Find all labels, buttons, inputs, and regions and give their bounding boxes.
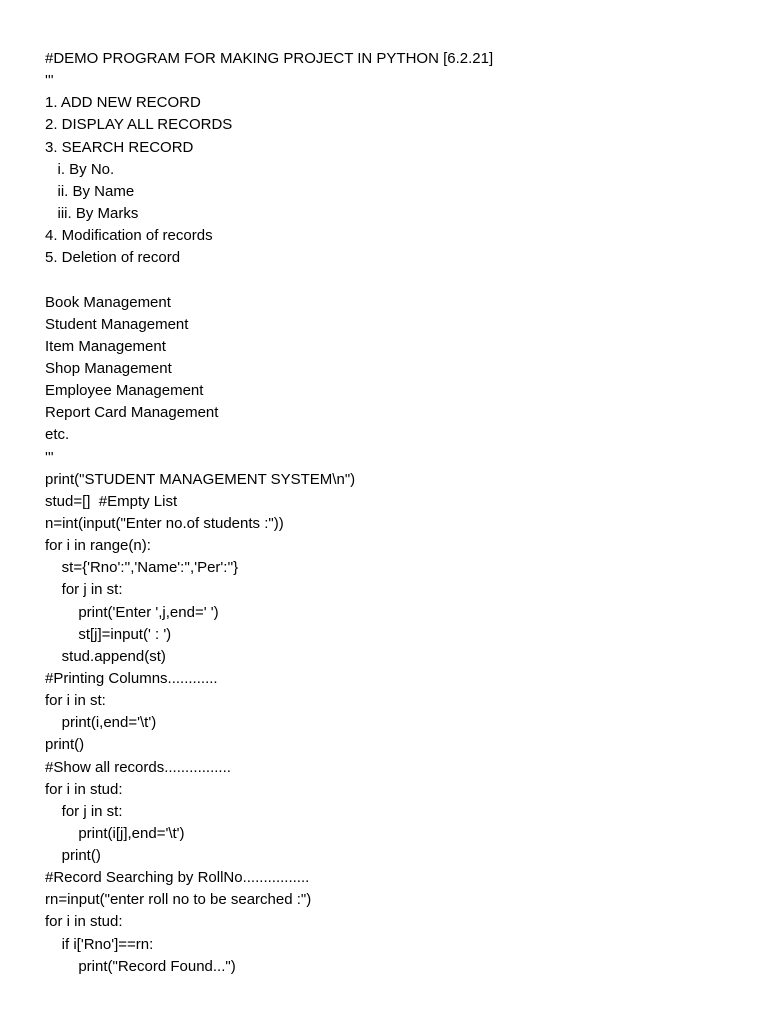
code-line: #Record Searching by RollNo................ xyxy=(45,869,310,887)
code-line: i. By No. xyxy=(45,160,115,178)
code-line: st={'Rno':'','Name':'','Per':''} xyxy=(45,559,239,577)
code-line: Item Management xyxy=(45,337,166,355)
code-line: stud.append(st) xyxy=(45,647,166,665)
code-line: Employee Management xyxy=(45,382,204,400)
code-line: 2. DISPLAY ALL RECORDS xyxy=(45,116,233,134)
code-line: print("Record Found...") xyxy=(45,957,236,975)
code-line: iii. By Marks xyxy=(45,204,139,222)
code-line: print() xyxy=(45,736,85,754)
code-line: if i['Rno']==rn: xyxy=(45,935,154,953)
code-line: Book Management xyxy=(45,293,171,311)
code-line: for i in range(n): xyxy=(45,537,151,555)
code-line: ''' xyxy=(45,72,54,90)
code-line: Shop Management xyxy=(45,359,172,377)
code-line: n=int(input("Enter no.of students :")) xyxy=(45,514,284,532)
code-line: 3. SEARCH RECORD xyxy=(45,138,194,156)
code-line: #Show all records................ xyxy=(45,758,231,776)
code-line: print('Enter ',j,end=' ') xyxy=(45,603,219,621)
code-line: Student Management xyxy=(45,315,189,333)
code-line: for i in stud: xyxy=(45,913,123,931)
code-line xyxy=(45,269,493,291)
code-line: ''' xyxy=(45,448,54,466)
code-line: 5. Deletion of record xyxy=(45,249,181,267)
code-line: print(i[j],end='\t') xyxy=(45,824,185,842)
code-line: 1. ADD NEW RECORD xyxy=(45,94,201,112)
code-line: print("STUDENT MANAGEMENT SYSTEM\n") xyxy=(45,470,356,488)
code-line: for j in st: xyxy=(45,581,123,599)
code-line: #DEMO PROGRAM FOR MAKING PROJECT IN PYTHON [6.2.21] xyxy=(45,50,494,67)
code-line: st[j]=input(' : ') xyxy=(45,625,172,643)
code-line: print(i,end='\t') xyxy=(45,714,157,732)
code-line: for i in st: xyxy=(45,692,106,710)
code-line: for i in stud: xyxy=(45,780,123,798)
code-line: Report Card Management xyxy=(45,404,219,422)
code-line: etc. xyxy=(45,426,70,444)
code-line: stud=[] #Empty List xyxy=(45,492,178,510)
code-line: print() xyxy=(45,847,101,865)
code-line: #Printing Columns............ xyxy=(45,669,218,687)
code-listing xyxy=(45,48,493,978)
code-line: 4. Modification of records xyxy=(45,227,213,245)
code-line: rn=input("enter roll no to be searched :") xyxy=(45,891,312,909)
code-line: ii. By Name xyxy=(45,182,135,200)
code-line: for j in st: xyxy=(45,802,123,820)
